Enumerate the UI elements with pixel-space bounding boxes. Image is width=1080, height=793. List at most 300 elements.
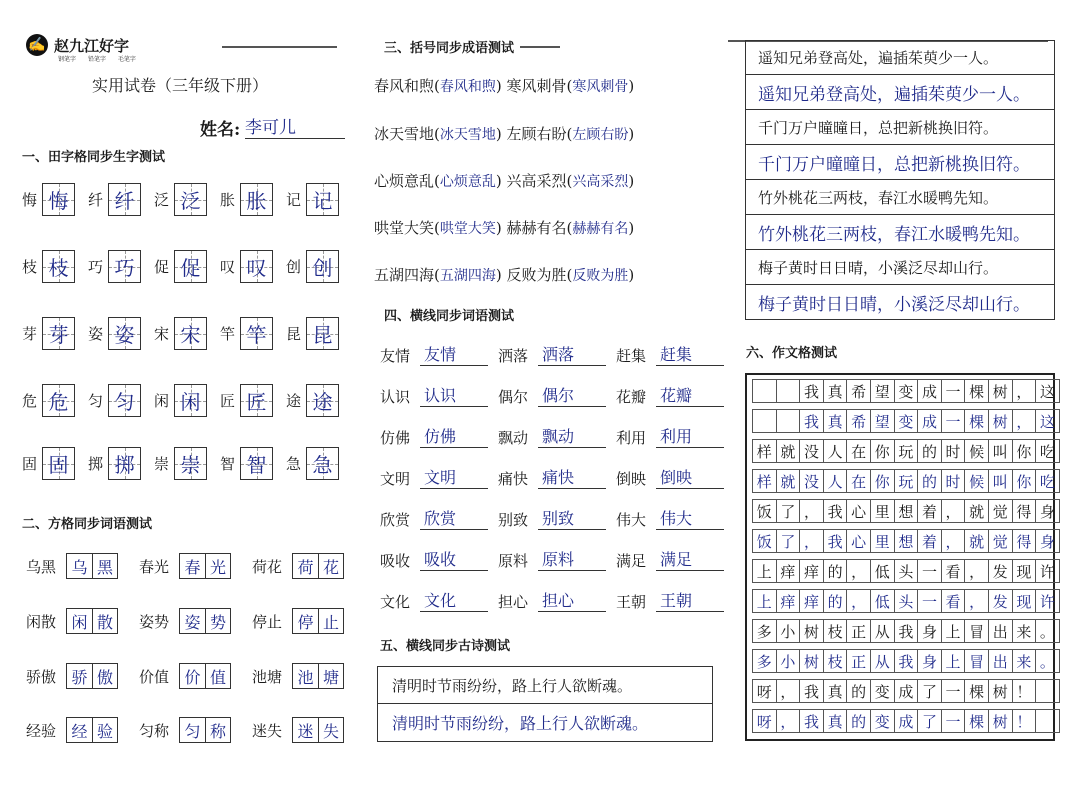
composition-cell[interactable]: 变 [870, 709, 895, 733]
idiom-row [374, 123, 634, 144]
printed-idiom: 左顾右盼 [506, 125, 567, 143]
printed-char: 智 [220, 455, 236, 473]
fangge-box[interactable] [292, 663, 344, 689]
composition-cell[interactable]: 望 [870, 409, 895, 433]
divider [378, 703, 712, 704]
handwritten-char: 枝 [48, 256, 69, 280]
composition-cell: 成 [917, 379, 942, 403]
composition-cell: 一 [941, 379, 966, 403]
composition-cell: 身 [1035, 499, 1060, 523]
composition-cell[interactable]: 你 [870, 469, 895, 493]
tianzige-item [154, 183, 207, 216]
tianzige-box[interactable] [174, 183, 207, 216]
composition-cell[interactable]: 痒 [776, 589, 801, 613]
line-word-item [498, 424, 616, 448]
handwritten-char: 匠 [246, 390, 267, 414]
fangge-box[interactable] [66, 717, 118, 743]
poem-print-line: 竹外桃花三两枝，春江水暖鸭先知。 [745, 180, 1055, 215]
composition-cell[interactable]: 就 [964, 529, 989, 553]
composition-cell[interactable]: 看 [941, 589, 966, 613]
fangge-item [139, 663, 252, 689]
bracket-close: ) [628, 219, 635, 237]
composition-cell[interactable]: 一 [941, 409, 966, 433]
composition-cell[interactable]: 你 [1012, 469, 1037, 493]
composition-cell[interactable]: 低 [870, 589, 895, 613]
tianzige-box[interactable] [174, 447, 207, 480]
composition-row [753, 439, 1060, 463]
tianzige-item [220, 317, 273, 350]
tianzige-box[interactable] [240, 250, 273, 283]
line-word-row [380, 465, 734, 489]
printed-idiom: 寒风刺骨 [506, 77, 567, 95]
printed-char: 叹 [220, 258, 236, 276]
printed-word: 别致 [498, 511, 529, 529]
composition-cell[interactable]: 一 [941, 709, 966, 733]
composition-cell[interactable]: 我 [823, 529, 848, 553]
composition-cell[interactable]: 我 [894, 649, 919, 673]
fangge-box[interactable] [179, 717, 231, 743]
composition-cell[interactable]: 得 [1012, 529, 1037, 553]
printed-word: 原料 [498, 552, 529, 570]
printed-char: 匠 [220, 392, 236, 410]
handwritten-word[interactable]: 痛快 [538, 465, 606, 489]
composition-cell[interactable]: 我 [799, 409, 824, 433]
composition-cell[interactable]: 上 [941, 649, 966, 673]
composition-cell[interactable] [752, 409, 777, 433]
composition-cell: 许 [1035, 559, 1060, 583]
handwritten-idiom[interactable]: 赫赫有名 [572, 221, 629, 237]
bracket-open: ( [566, 266, 573, 284]
fangge-box[interactable] [66, 553, 118, 579]
fangge-box[interactable] [292, 717, 344, 743]
composition-cell[interactable]: 这 [1035, 409, 1060, 433]
handwritten-char: 危 [48, 390, 69, 414]
handwritten-word[interactable]: 吸收 [420, 547, 488, 571]
tianzige-item [88, 250, 141, 283]
composition-cell[interactable]: 身 [1035, 529, 1060, 553]
composition-cell[interactable]: 痒 [799, 589, 824, 613]
composition-cell[interactable]: ， [799, 529, 824, 553]
tianzige-box[interactable] [108, 317, 141, 350]
idiom-row [374, 170, 634, 191]
name-field[interactable]: 李可儿 [245, 113, 345, 139]
composition-cell: 一 [917, 559, 942, 583]
handwritten-word[interactable]: 别致 [538, 506, 606, 530]
printed-char: 巧 [88, 258, 104, 276]
handwritten-word[interactable]: 王朝 [656, 588, 724, 612]
composition-cell: 就 [776, 439, 801, 463]
composition-cell[interactable]: ， [964, 589, 989, 613]
tianzige-box[interactable] [306, 384, 339, 417]
handwritten-char: 叹 [246, 256, 267, 280]
tianzige-box[interactable] [108, 183, 141, 216]
composition-cell[interactable]: 觉 [988, 529, 1013, 553]
printed-char: 姿 [88, 325, 104, 343]
composition-cell: 从 [870, 619, 895, 643]
decor-line [222, 46, 337, 48]
composition-cell[interactable] [1035, 709, 1060, 733]
poem-hand-line[interactable]: 清明时节雨纷纷，路上行人欲断魂。 [392, 714, 649, 733]
printed-char: 固 [22, 455, 38, 473]
line-word-item [498, 588, 616, 612]
handwritten-char: 姿 [114, 323, 135, 347]
handwritten-char: 掷 [114, 453, 135, 477]
composition-cell[interactable]: 真 [823, 709, 848, 733]
composition-cell[interactable]: 棵 [964, 709, 989, 733]
composition-cell[interactable]: 吃 [1035, 469, 1060, 493]
composition-cell[interactable]: 成 [894, 709, 919, 733]
line-word-row [380, 424, 734, 448]
composition-cell[interactable] [776, 409, 801, 433]
tianzige-box[interactable] [306, 317, 339, 350]
printed-idiom: 冰天雪地 [374, 125, 435, 143]
poem-hand-line[interactable]: 遥知兄弟登高处，遍插茱萸少一人。 [745, 75, 1055, 110]
tianzige-item [286, 447, 339, 480]
printed-char: 昆 [286, 325, 302, 343]
handwritten-char: 散 [92, 609, 117, 633]
composition-cell[interactable]: 在 [846, 469, 871, 493]
composition-cell[interactable]: ， [846, 589, 871, 613]
fangge-item [252, 553, 365, 579]
composition-cell: 望 [870, 379, 895, 403]
composition-cell: 想 [894, 499, 919, 523]
composition-cell: 枝 [823, 619, 848, 643]
handwritten-idiom[interactable]: 哄堂大笑 [439, 221, 496, 237]
handwritten-word[interactable]: 担心 [538, 588, 606, 612]
composition-cell: 着 [917, 499, 942, 523]
fangge-item [252, 608, 365, 634]
composition-cell[interactable]: 没 [799, 469, 824, 493]
handwritten-char: 验 [92, 718, 117, 742]
brand-sub-1: 钢笔字 [58, 56, 77, 63]
composition-cell: 树 [799, 619, 824, 643]
composition-cell: 得 [1012, 499, 1037, 523]
composition-cell: ， [799, 499, 824, 523]
composition-cell[interactable]: 我 [799, 709, 824, 733]
tianzige-box[interactable] [42, 250, 75, 283]
printed-word: 利用 [616, 429, 647, 447]
handwritten-idiom[interactable]: 兴高采烈 [572, 174, 629, 190]
composition-row [753, 379, 1060, 403]
composition-cell[interactable]: ， [941, 529, 966, 553]
printed-word: 春光 [139, 557, 170, 576]
fangge-item [26, 553, 139, 579]
composition-cell: 样 [752, 439, 777, 463]
printed-word: 停止 [252, 612, 283, 631]
name-label: 姓名: [200, 120, 241, 140]
composition-cell[interactable]: 心 [846, 529, 871, 553]
composition-row [753, 559, 1060, 583]
handwritten-char: 匀 [114, 390, 135, 414]
fangge-box[interactable] [66, 608, 118, 634]
composition-cell[interactable]: 候 [964, 469, 989, 493]
composition-cell[interactable]: 真 [823, 409, 848, 433]
composition-cell: 棵 [964, 679, 989, 703]
handwritten-word[interactable]: 赶集 [656, 342, 724, 366]
tianzige-row [22, 317, 352, 350]
line-word-item [380, 342, 498, 366]
handwritten-word[interactable]: 伟大 [656, 506, 724, 530]
handwritten-char: 池 [297, 667, 314, 687]
tianzige-item [154, 447, 207, 480]
fangge-item [139, 717, 252, 743]
handwritten-idiom[interactable]: 反败为胜 [572, 268, 629, 284]
handwritten-word[interactable]: 文化 [420, 588, 488, 612]
tianzige-item [22, 317, 75, 350]
handwritten-word[interactable]: 友情 [420, 342, 488, 366]
fangge-box[interactable] [179, 608, 231, 634]
composition-cell[interactable]: 人 [823, 469, 848, 493]
handwritten-idiom[interactable]: 冰天雪地 [439, 127, 496, 143]
composition-cell[interactable]: 变 [894, 409, 919, 433]
composition-cell: 没 [799, 439, 824, 463]
handwritten-idiom[interactable]: 寒风刺骨 [572, 79, 629, 95]
tianzige-box[interactable] [306, 250, 339, 283]
poem-hand-line[interactable]: 梅子黄时日日晴，小溪泛尽却山行。 [745, 285, 1055, 320]
printed-word: 欣赏 [380, 511, 411, 529]
handwritten-word[interactable]: 利用 [656, 424, 724, 448]
composition-cell: 树 [988, 679, 1013, 703]
line-word-item [498, 383, 616, 407]
printed-word: 洒落 [498, 347, 529, 365]
bracket-open: ( [566, 172, 573, 190]
tianzige-box[interactable] [240, 384, 273, 417]
handwritten-char: 荷 [297, 557, 314, 577]
handwritten-idiom[interactable]: 五湖四海 [439, 268, 496, 284]
printed-word: 伟大 [616, 511, 647, 529]
composition-row [753, 469, 1060, 493]
printed-char: 芽 [22, 325, 38, 343]
composition-cell: 成 [894, 679, 919, 703]
line-word-item [380, 424, 498, 448]
composition-cell[interactable]: 样 [752, 469, 777, 493]
composition-cell: 的 [917, 439, 942, 463]
tianzige-item [22, 250, 75, 283]
handwritten-char: 泛 [180, 189, 201, 213]
composition-cell[interactable]: 成 [917, 409, 942, 433]
handwritten-char: 光 [205, 554, 230, 578]
section4-title: 四、横线同步词语测试 [384, 309, 515, 324]
fangge-item [26, 663, 139, 689]
printed-word: 荷花 [252, 557, 283, 576]
composition-cell[interactable]: ， [1012, 409, 1037, 433]
brand-logo [26, 34, 129, 56]
handwritten-word[interactable]: 洒落 [538, 342, 606, 366]
tianzige-box[interactable] [108, 447, 141, 480]
handwritten-char: 止 [318, 609, 343, 633]
composition-cell[interactable]: 一 [917, 589, 942, 613]
handwritten-word[interactable]: 满足 [656, 547, 724, 571]
fangge-box[interactable] [179, 663, 231, 689]
composition-cell[interactable]: 发 [988, 589, 1013, 613]
composition-cell[interactable]: 许 [1035, 589, 1060, 613]
composition-cell[interactable]: 来 [1012, 649, 1037, 673]
line-word-item [498, 342, 616, 366]
handwritten-char: 失 [318, 718, 343, 742]
handwritten-word[interactable]: 文明 [420, 465, 488, 489]
composition-cell[interactable]: 叫 [988, 469, 1013, 493]
tianzige-box[interactable] [174, 317, 207, 350]
handwritten-char: 急 [312, 453, 333, 477]
tianzige-box[interactable] [108, 384, 141, 417]
composition-cell[interactable]: 冒 [964, 649, 989, 673]
composition-cell[interactable]: 树 [799, 649, 824, 673]
fangge-box[interactable] [292, 553, 344, 579]
composition-cell[interactable]: 上 [752, 589, 777, 613]
composition-cell[interactable]: ！ [1012, 709, 1037, 733]
fangge-box[interactable] [179, 553, 231, 579]
composition-cell[interactable]: 的 [846, 709, 871, 733]
tianzige-item [22, 447, 75, 480]
composition-cell[interactable]: 正 [846, 649, 871, 673]
handwritten-word[interactable]: 偶尔 [538, 383, 606, 407]
composition-cell[interactable]: 就 [776, 469, 801, 493]
composition-row [753, 679, 1060, 703]
composition-cell[interactable]: 现 [1012, 589, 1037, 613]
tianzige-box[interactable] [42, 317, 75, 350]
printed-word: 满足 [616, 552, 647, 570]
fangge-item [26, 608, 139, 634]
printed-word: 王朝 [616, 593, 647, 611]
poem-print-line: 梅子黄时日日晴，小溪泛尽却山行。 [745, 250, 1055, 285]
fangge-row [26, 553, 365, 579]
handwritten-char: 乌 [71, 557, 88, 577]
composition-cell[interactable]: 的 [823, 589, 848, 613]
composition-cell[interactable]: 玩 [894, 469, 919, 493]
composition-cell[interactable]: 了 [776, 529, 801, 553]
composition-cell: 痒 [799, 559, 824, 583]
handwritten-char: 势 [205, 609, 230, 633]
handwritten-char: 春 [184, 557, 201, 577]
composition-cell: 候 [964, 439, 989, 463]
composition-cell[interactable]: 头 [894, 589, 919, 613]
composition-cell[interactable]: 饭 [752, 529, 777, 553]
composition-cell: 棵 [964, 379, 989, 403]
composition-cell[interactable]: 着 [917, 529, 942, 553]
composition-cell[interactable]: 从 [870, 649, 895, 673]
composition-cell: 我 [894, 619, 919, 643]
composition-cell[interactable]: 棵 [964, 409, 989, 433]
composition-cell: 了 [776, 499, 801, 523]
handwritten-word[interactable]: 原料 [538, 547, 606, 571]
composition-cell[interactable]: 多 [752, 649, 777, 673]
tianzige-box[interactable] [42, 447, 75, 480]
composition-cell: 发 [988, 559, 1013, 583]
composition-cell[interactable]: 树 [988, 409, 1013, 433]
fangge-row [26, 717, 365, 743]
tianzige-box[interactable] [240, 317, 273, 350]
line-word-item [380, 383, 498, 407]
handwritten-word[interactable]: 欣赏 [420, 506, 488, 530]
handwritten-char: 黑 [92, 554, 117, 578]
printed-char: 胀 [220, 191, 236, 209]
handwritten-idiom[interactable]: 春风和煦 [439, 79, 496, 95]
printed-char: 急 [286, 455, 302, 473]
tianzige-box[interactable] [306, 447, 339, 480]
printed-char: 创 [286, 258, 302, 276]
handwritten-idiom[interactable]: 左顾右盼 [572, 127, 629, 143]
composition-cell[interactable]: 了 [917, 709, 942, 733]
bracket-open: ( [566, 77, 573, 95]
fangge-box[interactable] [66, 663, 118, 689]
tianzige-box[interactable] [42, 384, 75, 417]
bracket-close: ) [495, 125, 507, 143]
composition-cell[interactable]: 里 [870, 529, 895, 553]
composition-cell[interactable]: 呀 [752, 709, 777, 733]
line-word-row [380, 588, 734, 612]
composition-cell[interactable]: 。 [1035, 649, 1060, 673]
fangge-item [139, 608, 252, 634]
composition-cell[interactable]: 想 [894, 529, 919, 553]
handwritten-char: 巧 [114, 256, 135, 280]
bracket-close: ) [495, 77, 507, 95]
composition-cell[interactable]: 出 [988, 649, 1013, 673]
line-word-row [380, 342, 734, 366]
handwritten-idiom[interactable]: 心烦意乱 [439, 174, 496, 190]
composition-cell[interactable]: 时 [941, 469, 966, 493]
line-word-item [380, 465, 498, 489]
tianzige-item [220, 384, 273, 417]
composition-cell: 多 [752, 619, 777, 643]
handwritten-char: 经 [71, 721, 88, 741]
section1-title: 一、田字格同步生字测试 [22, 150, 166, 165]
composition-cell[interactable]: 身 [917, 649, 942, 673]
printed-word: 认识 [380, 388, 411, 406]
handwritten-char: 创 [312, 256, 333, 280]
composition-cell[interactable]: 小 [776, 649, 801, 673]
tianzige-box[interactable] [306, 183, 339, 216]
tianzige-box[interactable] [240, 447, 273, 480]
composition-cell [776, 379, 801, 403]
bracket-open: ( [434, 77, 440, 95]
handwritten-char: 纤 [114, 189, 135, 213]
tianzige-box[interactable] [240, 183, 273, 216]
printed-word: 痛快 [498, 470, 529, 488]
tianzige-box[interactable] [174, 384, 207, 417]
handwritten-word[interactable]: 认识 [420, 383, 488, 407]
composition-cell: 我 [799, 379, 824, 403]
handwritten-word[interactable]: 花瓣 [656, 383, 724, 407]
tianzige-item [22, 384, 75, 417]
tianzige-item [286, 384, 339, 417]
composition-cell[interactable]: 的 [917, 469, 942, 493]
handwritten-word[interactable]: 仿佛 [420, 424, 488, 448]
composition-cell[interactable]: 希 [846, 409, 871, 433]
tianzige-item [88, 183, 141, 216]
tianzige-box[interactable] [174, 250, 207, 283]
tianzige-box[interactable] [108, 250, 141, 283]
handwritten-word[interactable]: 倒映 [656, 465, 724, 489]
handwritten-char: 塘 [318, 664, 343, 688]
tianzige-row [22, 250, 352, 283]
fangge-box[interactable] [292, 608, 344, 634]
composition-cell: 一 [941, 679, 966, 703]
composition-cell [752, 379, 777, 403]
handwritten-word[interactable]: 飘动 [538, 424, 606, 448]
composition-cell[interactable]: ， [776, 709, 801, 733]
poem-hand-line[interactable]: 千门万户曈曈日，总把新桃换旧符。 [745, 145, 1055, 180]
composition-cell: ， [964, 559, 989, 583]
line-word-row [380, 383, 734, 407]
tianzige-box[interactable] [42, 183, 75, 216]
line-word-item [616, 506, 734, 530]
handwritten-char: 宋 [180, 323, 201, 347]
poem-hand-line[interactable]: 竹外桃花三两枝，春江水暖鸭先知。 [745, 215, 1055, 250]
composition-cell: ， [941, 499, 966, 523]
tianzige-item [286, 183, 339, 216]
composition-cell[interactable]: 枝 [823, 649, 848, 673]
composition-cell[interactable]: 树 [988, 709, 1013, 733]
